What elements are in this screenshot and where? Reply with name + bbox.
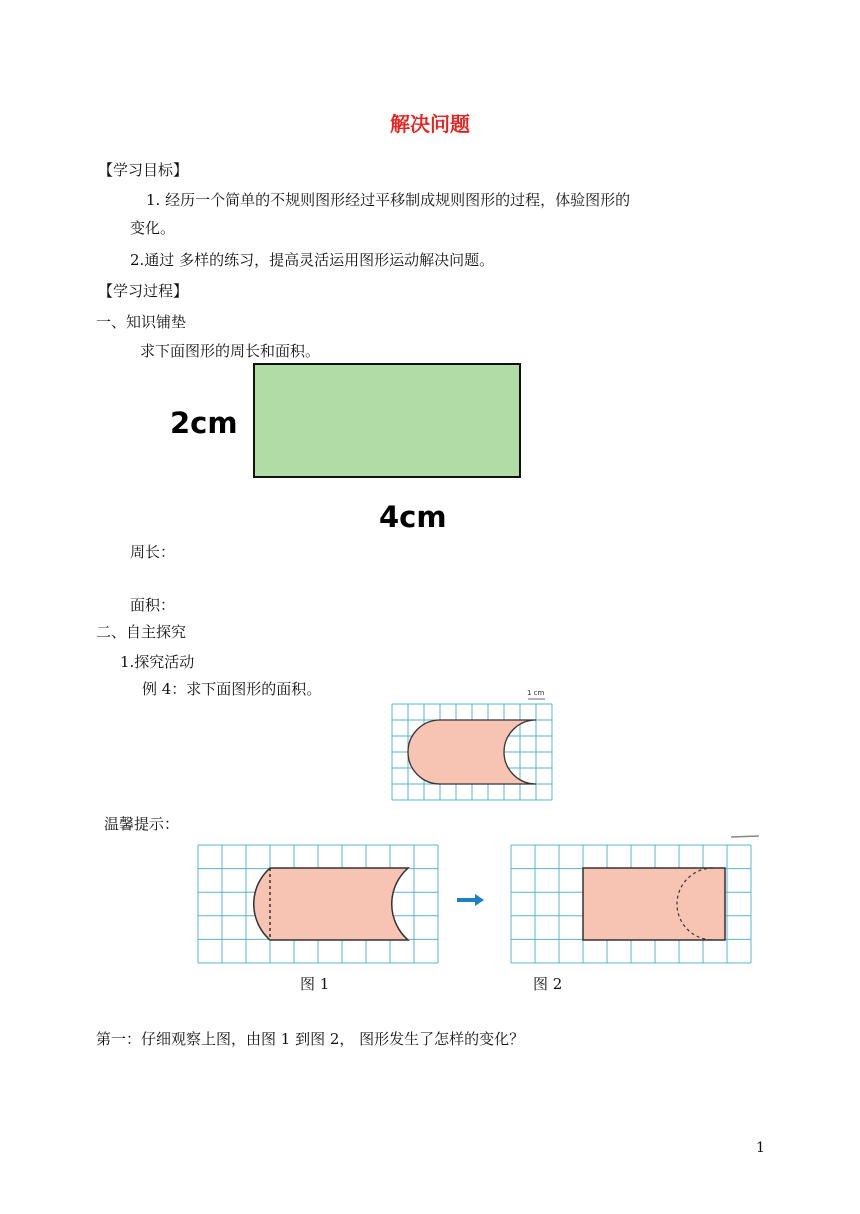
goals-header: 【学习目标】 (98, 161, 189, 179)
figure-2-rectangle (583, 868, 725, 940)
part-1-header: 一、知识铺垫 (96, 313, 187, 331)
rect-width-label: 4cm (379, 500, 447, 534)
figure-1-caption: 图 1 (300, 975, 330, 993)
area-label: 面积： (130, 596, 176, 614)
grid-scale-label: 1 cm (527, 689, 545, 697)
process-header: 【学习过程】 (98, 282, 189, 300)
part-1-task: 求下面图形的周长和面积。 (140, 342, 321, 360)
perimeter-label: 周长： (130, 543, 176, 561)
figure-1-shape (254, 868, 408, 940)
part-2-header: 二、自主探究 (96, 623, 187, 641)
example-grid-figure (392, 686, 562, 804)
goal-2: 2.通过 多样的练习，提高灵活运用图形运动解决问题。 (130, 251, 495, 269)
figure-1 (196, 843, 441, 965)
green-rectangle (253, 363, 521, 478)
rect-height-label: 2cm (170, 406, 238, 440)
goal-1-line-1: 1. 经历一个简单的不规则图形经过平移制成规则图形的过程，体验图形的 (146, 191, 631, 209)
page-number: 1 (756, 1140, 765, 1156)
activity-header: 1.探究活动 (120, 653, 195, 671)
example-4: 例 4：求下面图形的面积。 (142, 680, 322, 698)
figure-2 (509, 833, 761, 965)
figure-2-caption: 图 2 (533, 975, 563, 993)
question-1: 第一：仔细观察上图，由图 1 到图 2， 图形发生了怎样的变化？ (96, 1030, 525, 1048)
page-title: 解决问题 (390, 112, 470, 136)
goal-1-line-2: 变化。 (130, 219, 176, 237)
hint-label: 温馨提示： (104, 815, 180, 833)
right-arrow-icon (457, 893, 487, 907)
